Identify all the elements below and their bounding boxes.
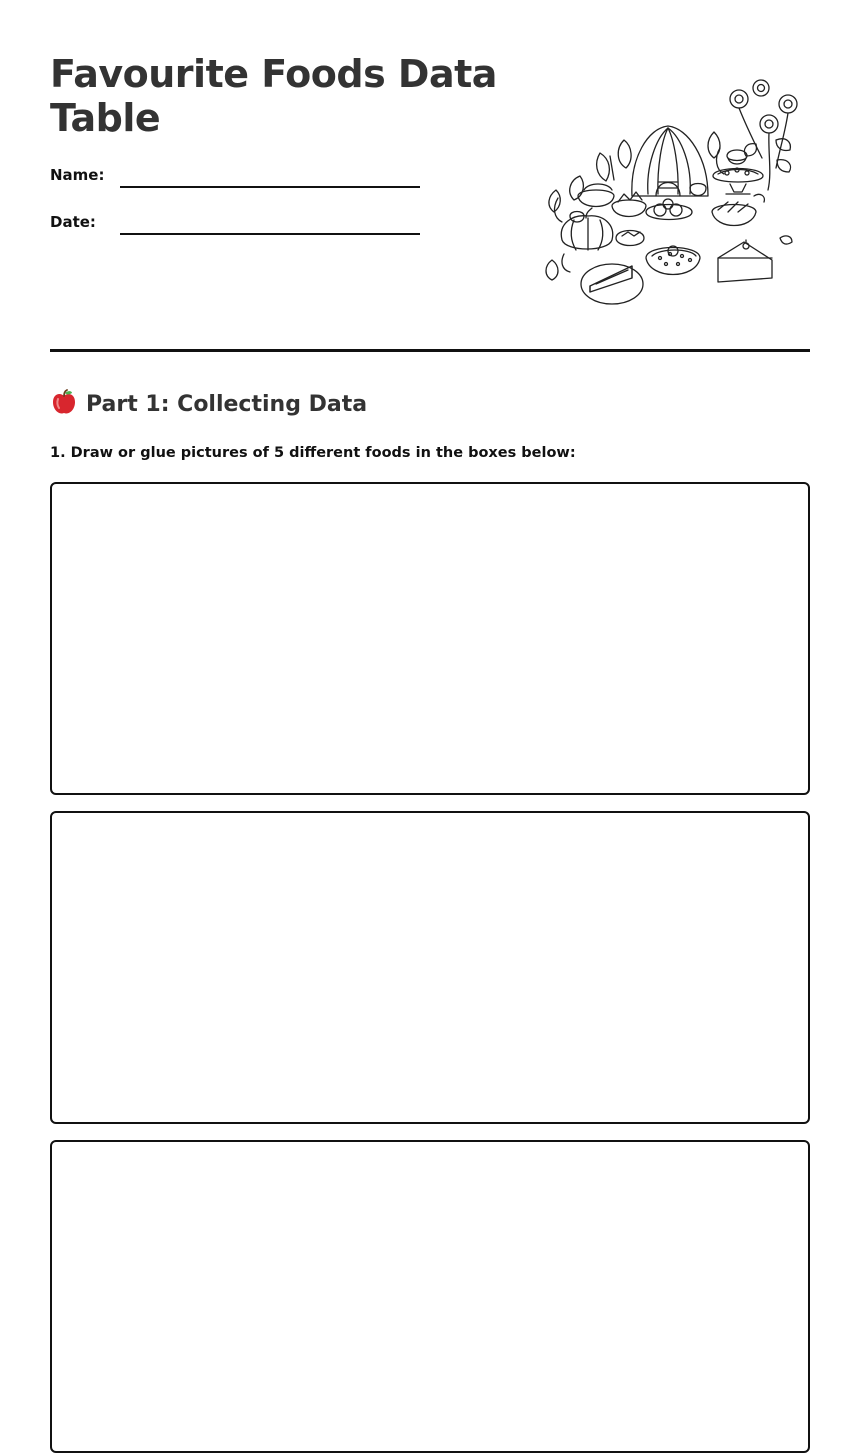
name-label: Name: [50, 166, 105, 184]
food-drawing-box-2[interactable] [50, 811, 810, 1124]
date-label: Date: [50, 213, 96, 231]
apple-icon [50, 388, 78, 416]
section-divider [50, 349, 810, 352]
name-field[interactable] [120, 186, 420, 188]
section-heading [50, 388, 367, 417]
food-feast-illustration [540, 78, 810, 310]
page-title: Favourite Foods Data Table [50, 52, 497, 140]
section-title-text: Part 1: Collecting Data [86, 392, 368, 417]
date-field[interactable] [120, 233, 420, 235]
food-drawing-box-1[interactable] [50, 482, 810, 795]
instruction-text: 1. Draw or glue pictures of 5 different foods in the boxes below: [50, 445, 576, 461]
food-drawing-box-3[interactable] [50, 1140, 810, 1453]
